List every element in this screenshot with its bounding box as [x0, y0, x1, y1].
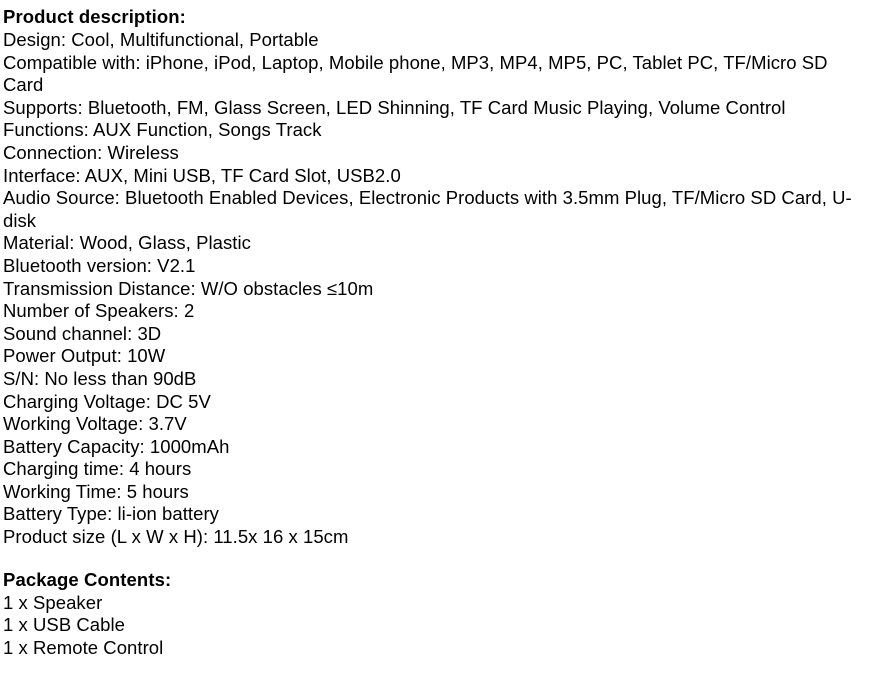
package-contents-heading: Package Contents:: [3, 568, 172, 590]
package-contents-list: [3, 592, 863, 660]
spec-item: Working Voltage: 3.7V: [3, 413, 187, 435]
spec-item: Working Time: 5 hours: [3, 480, 189, 502]
spec-item: S/N: No less than 90dB: [3, 367, 197, 389]
spec-item: Functions: AUX Function, Songs Track: [3, 119, 322, 141]
spec-item: Design: Cool, Multifunctional, Portable: [3, 29, 319, 50]
spec-item: Number of Speakers: 2: [3, 300, 195, 322]
spec-item: Bluetooth version: V2.1: [3, 254, 196, 276]
spec-item: Supports: Bluetooth, FM, Glass Screen, LED Shinning, TF Card Music Playing, Volume Control: [3, 96, 786, 118]
spec-item: Battery Capacity: 1000mAh: [3, 435, 230, 457]
spec-item: Connection: Wireless: [3, 141, 179, 163]
spec-item: Charging Voltage: DC 5V: [3, 390, 211, 412]
spec-item: Product size (L x W x H): 11.5x 16 x 15cm: [3, 526, 349, 548]
section-divider-space: [3, 549, 863, 569]
package-item: 1 x USB Cable: [3, 614, 125, 636]
spec-item: Sound channel: 3D: [3, 322, 162, 344]
spec-item: Power Output: 10W: [3, 345, 166, 367]
product-description-heading: Product description:: [3, 6, 186, 27]
spec-item: Material: Wood, Glass, Plastic: [3, 232, 251, 254]
product-specs-list: [3, 29, 863, 549]
spec-item: Charging time: 4 hours: [3, 458, 192, 480]
package-item: 1 x Speaker: [3, 591, 103, 613]
spec-item: Transmission Distance: W/O obstacles ≤10m: [3, 277, 374, 299]
spec-item: Battery Type: li-ion battery: [3, 503, 219, 525]
spec-item: Audio Source: Bluetooth Enabled Devices, Electronic Products with 3.5mm Plug, TF/Micro SD Card, U-disk: [3, 187, 852, 231]
spec-item: Interface: AUX, Mini USB, TF Card Slot, USB2.0: [3, 164, 401, 186]
package-item: 1 x Remote Control: [3, 636, 164, 658]
spec-item: Compatible with: iPhone, iPod, Laptop, Mobile phone, MP3, MP4, MP5, PC, Tablet PC, TF/Micro SD Card: [3, 51, 828, 96]
